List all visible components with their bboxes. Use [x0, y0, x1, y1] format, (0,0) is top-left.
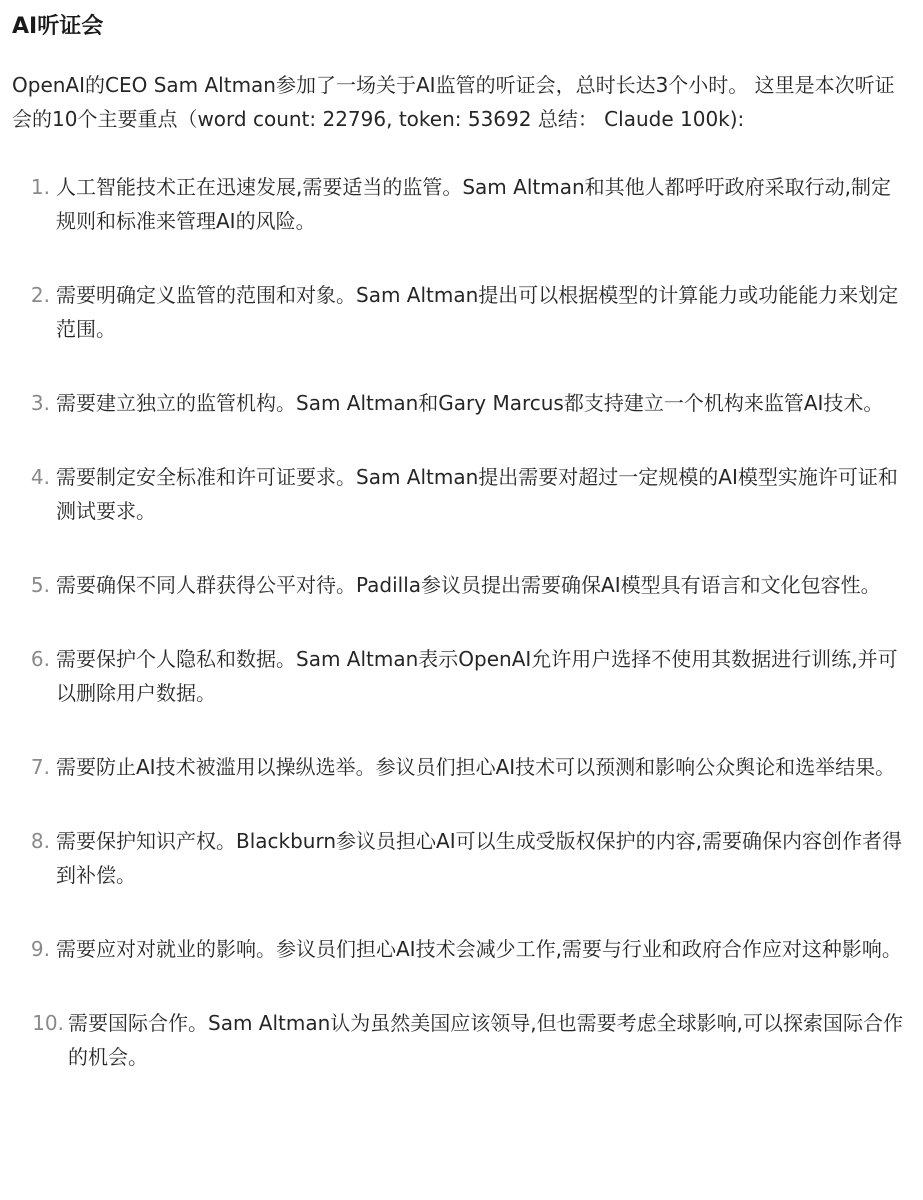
list-item-number: 10. — [32, 1011, 64, 1035]
list-item — [12, 1006, 909, 1074]
key-points-list — [12, 170, 909, 1074]
intro-paragraph: OpenAI的CEO Sam Altman参加了一场关于AI监管的听证会，总时长达3个小时。 这里是本次听证会的10个主要重点（word count: 22796, token: 53692 总结： Claude 100k): — [12, 73, 895, 131]
list-item-number: 4. — [30, 465, 50, 489]
list-item-number: 8. — [30, 829, 50, 853]
list-item-number: 5. — [30, 573, 50, 597]
list-item-number: 3. — [30, 391, 50, 415]
list-item-text: 需要国际合作。Sam Altman认为虽然美国应该领导,但也需要考虑全球影响,可以探索国际合作的机会。 — [68, 1011, 903, 1069]
list-item-text: 需要应对对就业的影响。参议员们担心AI技术会减少工作,需要与行业和政府合作应对这种影响。 — [56, 937, 902, 961]
list-item-text: 需要建立独立的监管机构。Sam Altman和Gary Marcus都支持建立一个机构来监管AI技术。 — [56, 391, 884, 415]
list-item — [12, 750, 909, 784]
list-item-text: 人工智能技术正在迅速发展,需要适当的监管。Sam Altman和其他人都呼吁政府采取行动,制定规则和标准来管理AI的风险。 — [56, 175, 891, 233]
list-item-number: 2. — [30, 283, 50, 307]
list-item-number: 9. — [30, 937, 50, 961]
list-item-text: 需要制定安全标准和许可证要求。Sam Altman提出需要对超过一定规模的AI模型实施许可证和测试要求。 — [56, 465, 898, 523]
list-item-text: 需要明确定义监管的范围和对象。Sam Altman提出可以根据模型的计算能力或功能能力来划定范围。 — [56, 283, 899, 341]
list-item — [12, 460, 909, 528]
list-item — [12, 824, 909, 892]
list-item — [12, 170, 909, 238]
list-item-text: 需要保护知识产权。Blackburn参议员担心AI可以生成受版权保护的内容,需要确保内容创作者得到补偿。 — [56, 829, 902, 887]
list-item-text: 需要保护个人隐私和数据。Sam Altman表示OpenAI允许用户选择不使用其数据进行训练,并可以删除用户数据。 — [56, 647, 898, 705]
list-item — [12, 932, 909, 966]
list-item — [12, 642, 909, 710]
page-title: AI听证会 — [12, 14, 104, 39]
list-item-number: 1. — [30, 175, 50, 199]
list-item — [12, 278, 909, 346]
list-item-text: 需要防止AI技术被滥用以操纵选举。参议员们担心AI技术可以预测和影响公众舆论和选举结果。 — [56, 755, 896, 779]
list-item-number: 6. — [30, 647, 50, 671]
list-item — [12, 568, 909, 602]
list-item — [12, 386, 909, 420]
list-item-number: 7. — [30, 755, 50, 779]
list-item-text: 需要确保不同人群获得公平对待。Padilla参议员提出需要确保AI模型具有语言和文化包容性。 — [56, 573, 881, 597]
